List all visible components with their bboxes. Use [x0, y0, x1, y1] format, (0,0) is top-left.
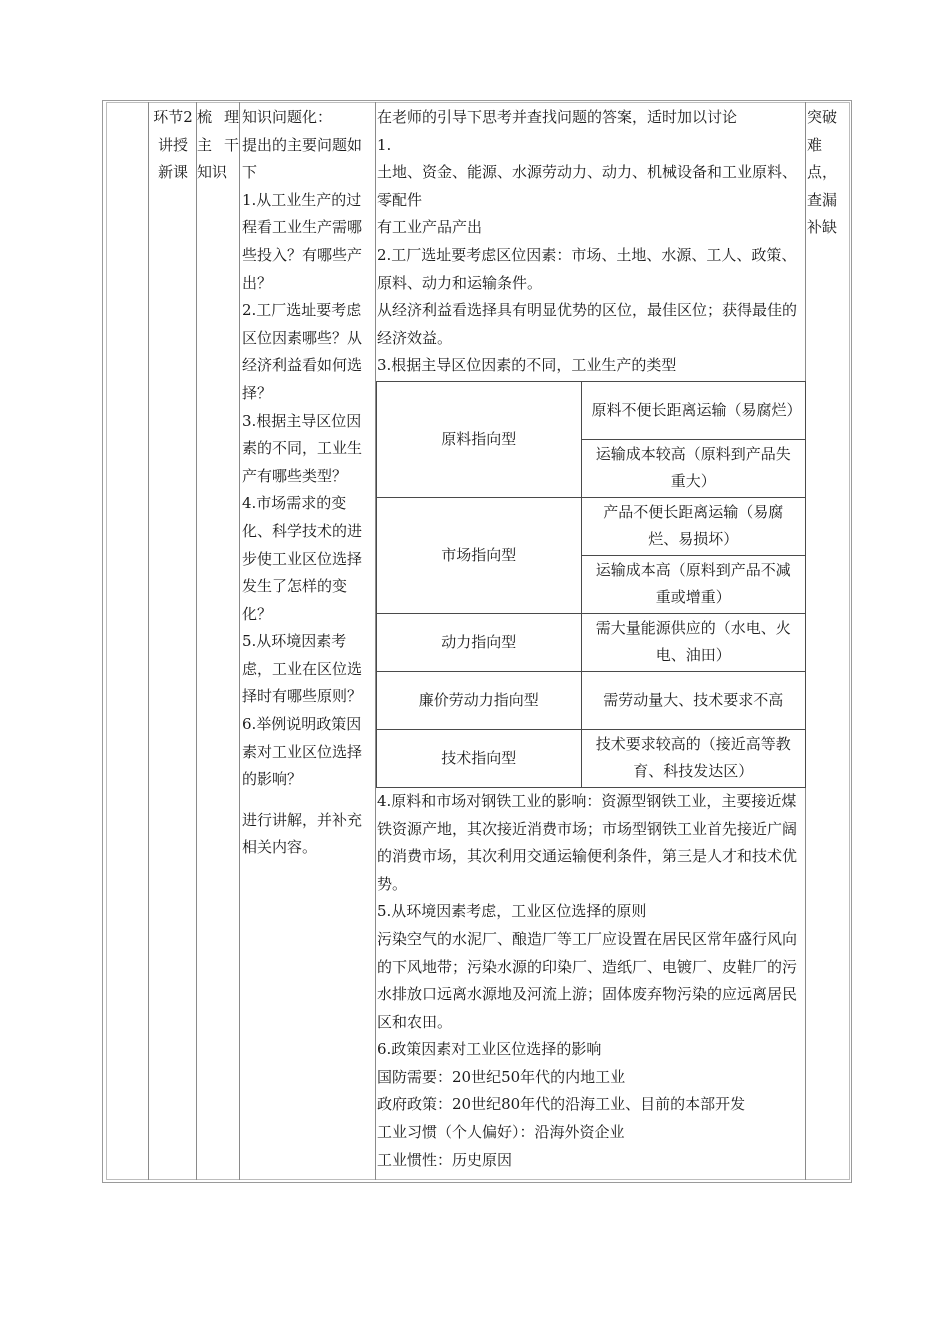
stage-line: 环节2 — [153, 108, 193, 126]
policy-item: 国防需要：20世纪50年代的内地工业 — [377, 1067, 626, 1086]
table-row — [377, 497, 806, 555]
teacher-closing: 进行讲解，并补充相关内容。 — [242, 810, 363, 857]
sort-line: 知识 — [197, 163, 228, 182]
note-cell: 运输成本高（原料到产品不减重或增重） — [581, 555, 806, 613]
question-item: 2.工厂选址要考虑区位因素哪些？从经济利益看如何选择？ — [242, 301, 363, 402]
sort-line — [197, 104, 239, 132]
industry-types-table — [376, 381, 806, 788]
sort-char: 干 — [223, 135, 239, 154]
student-activity-cell — [377, 104, 805, 1174]
sort-char: 理 — [223, 108, 239, 126]
answer-inputs: 土地、资金、能源、水源劳动力、动力、机械设备和工业原料、零配件 — [377, 163, 798, 209]
question-item: 3.根据主导区位因素的不同，工业生产有哪些类型？ — [242, 411, 363, 485]
answer-number: 1. — [377, 135, 392, 154]
column-divider — [239, 102, 240, 1180]
answer-types-title: 3.根据主导区位因素的不同，工业生产的类型 — [377, 356, 677, 375]
table-row — [377, 381, 806, 439]
question-item: 1.从工业生产的过程看工业生产需哪些投入？有哪些产出？ — [242, 190, 363, 292]
stage-line: 讲授 — [157, 135, 188, 154]
answer-factors: 2.工厂选址要考虑区位因素：市场、土地、水源、工人、政策、原料、动力和运输条件。 — [377, 245, 797, 292]
type-cell: 市场指向型 — [377, 497, 582, 613]
goal-line: 补缺 — [807, 218, 838, 237]
sort-char: 主 — [197, 135, 213, 154]
note-cell: 运输成本较高（原料到产品失重大） — [581, 439, 806, 497]
note-cell: 技术要求较高的（接近高等教育、科技发达区） — [581, 729, 806, 787]
policy-item: 政府政策：20世纪80年代的沿海工业、目前的本部开发 — [377, 1095, 746, 1114]
goal-line: 查漏 — [807, 190, 838, 209]
policy-item: 工业惯性：历史原因 — [377, 1150, 513, 1169]
question-item: 5.从环境因素考虑，工业在区位选择时有哪些原则？ — [242, 632, 363, 706]
student-intro: 在老师的引导下思考并查找问题的答案，适时加以讨论 — [377, 108, 738, 126]
table-row — [377, 671, 806, 729]
answer-environment-body: 污染空气的水泥厂、酿造厂等工厂应设置在居民区常年盛行风向的下风地带；污染水源的印染厂、造纸厂、电镀厂、皮鞋厂的污水排放口远离水源地及河流上游；固体废弃物污染的应远离居民区和农田。 — [377, 929, 798, 1031]
question-item: 6.举例说明政策因素对工业区位选择的影响？ — [242, 715, 363, 789]
teacher-intro-line: 下 — [242, 163, 258, 182]
goal-line: 突破 — [807, 108, 838, 126]
answer-choice: 从经济利益看选择具有明显优势的区位，最佳区位；获得最佳的经济效益。 — [377, 301, 798, 347]
type-cell: 技术指向型 — [377, 729, 582, 787]
goal-line: 点， — [807, 163, 838, 182]
question-item: 4.市场需求的变化、科学技术的进步使工业区位选择发生了怎样的变化？ — [242, 494, 363, 623]
note-cell: 需劳动量大、技术要求不高 — [581, 671, 806, 729]
teacher-intro-line: 知识问题化： — [242, 108, 333, 126]
teacher-intro-line: 提出的主要问题如 — [242, 135, 363, 154]
column-divider — [148, 102, 149, 1180]
column-divider — [196, 102, 197, 1180]
sort-char: 梳 — [197, 108, 213, 126]
policy-item: 工业习惯（个人偏好）：沿海外资企业 — [377, 1123, 625, 1142]
goal-line: 难 — [807, 135, 823, 154]
note-cell: 需大量能源供应的（水电、火电、油田） — [581, 613, 806, 671]
table-row — [377, 613, 806, 671]
answer-policy-title: 6.政策因素对工业区位选择的影响 — [377, 1040, 602, 1059]
sort-cell — [197, 104, 239, 187]
stage-line: 新课 — [157, 163, 188, 182]
goal-cell — [807, 104, 843, 242]
table-row — [377, 729, 806, 787]
teacher-activity-cell — [242, 104, 375, 862]
answer-environment-title: 5.从环境因素考虑，工业区位选择的原则 — [377, 902, 647, 921]
answer-steel: 4.原料和市场对钢铁工业的影响：资源型钢铁工业，主要接近煤铁资源产地，其次接近消费市场；市场型钢铁工业首先接近广阔的消费市场，其次利用交通运输便利条件，第三是人才和技术优势。 — [377, 791, 798, 893]
type-cell: 动力指向型 — [377, 613, 582, 671]
note-cell: 原料不便长距离运输（易腐烂） — [581, 381, 806, 439]
note-cell: 产品不便长距离运输（易腐烂、易损坏） — [581, 497, 806, 555]
sort-line — [197, 132, 239, 160]
type-cell: 原料指向型 — [377, 381, 582, 497]
type-cell: 廉价劳动力指向型 — [377, 671, 582, 729]
answer-outputs: 有工业产品产出 — [377, 218, 483, 237]
stage-cell — [150, 104, 196, 187]
